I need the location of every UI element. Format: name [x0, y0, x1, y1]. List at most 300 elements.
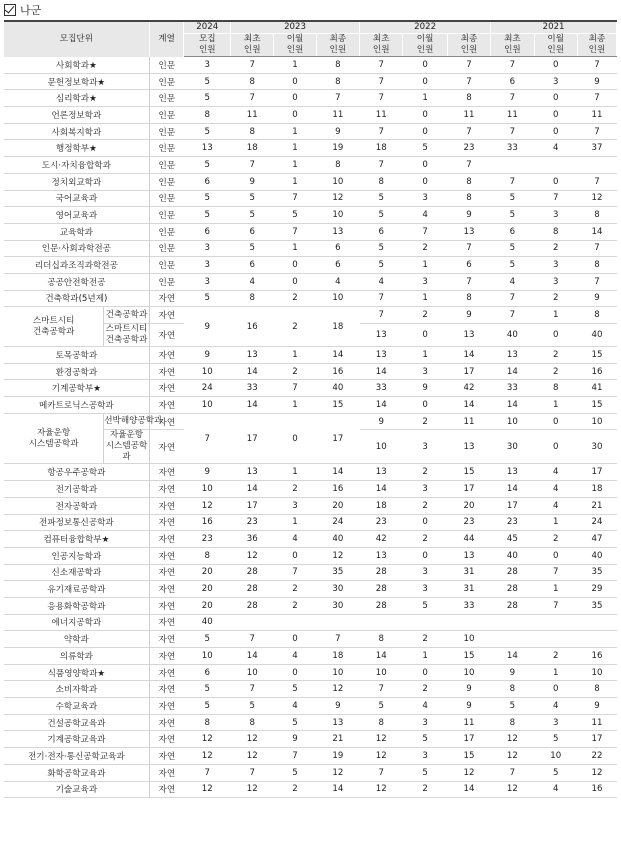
value-cell: 18 — [231, 140, 274, 157]
table-row — [4, 413, 617, 430]
value-cell: 2 — [534, 240, 577, 257]
table-row — [4, 90, 617, 107]
value-cell: 14 — [447, 397, 490, 414]
value-cell: 14 — [316, 781, 359, 798]
value-cell: 33 — [447, 597, 490, 614]
unit-name: 기계공학교육과 — [4, 731, 149, 748]
value-cell: 5 — [231, 190, 274, 207]
value-cell: 2 — [274, 290, 316, 307]
header-year-2021: 2021 — [491, 21, 617, 34]
value-cell: 7 — [231, 157, 274, 174]
table-row — [4, 157, 617, 174]
value-cell: 10 — [491, 413, 534, 430]
unit-name: 화학공학교육과 — [4, 764, 149, 781]
value-cell: 9 — [316, 698, 359, 715]
value-cell: 3 — [534, 207, 577, 224]
category-cell: 자연 — [149, 547, 184, 564]
value-cell: 7 — [577, 123, 616, 140]
value-cell: 0 — [403, 73, 447, 90]
category-cell: 인문 — [149, 90, 184, 107]
category-cell: 자연 — [149, 497, 184, 514]
header-2022-col0: 최초 인원 — [360, 34, 403, 57]
value-cell: 1 — [274, 173, 316, 190]
value-cell: 2 — [403, 240, 447, 257]
value-cell: 7 — [491, 57, 534, 74]
value-cell — [491, 631, 534, 648]
unit-name: 건축학과(5년제) — [4, 290, 149, 307]
header-year-2022: 2022 — [360, 21, 491, 34]
value-cell: 5 — [274, 764, 316, 781]
value-cell: 5 — [403, 597, 447, 614]
smartcity-sub2-name: 스마트시티 건축공학과 — [105, 324, 148, 345]
unit-name: 언론정보학과 — [4, 107, 149, 124]
value-cell: 4 — [534, 781, 577, 798]
value-cell: 3 — [184, 240, 231, 257]
value-cell: 7 — [274, 564, 316, 581]
value-cell: 4 — [274, 648, 316, 665]
value-cell: 23 — [447, 514, 490, 531]
value-cell: 13 — [447, 324, 490, 347]
value-cell: 5 — [534, 731, 577, 748]
value-cell: 3 — [403, 748, 447, 765]
table-body — [4, 57, 617, 798]
value-cell: 21 — [577, 497, 616, 514]
unit-name: 교육학과 — [4, 223, 149, 240]
header-year-2023: 2023 — [231, 21, 360, 34]
value-cell: 11 — [360, 107, 403, 124]
value-cell: 7 — [491, 173, 534, 190]
value-cell: 3 — [403, 714, 447, 731]
value-cell: 15 — [577, 347, 616, 364]
unit-name: 기계공학부★ — [4, 380, 149, 397]
value-cell: 8 — [491, 714, 534, 731]
value-cell: 1 — [274, 123, 316, 140]
value-cell: 28 — [491, 597, 534, 614]
value-cell: 3 — [184, 57, 231, 74]
value-cell: 14 — [360, 397, 403, 414]
value-cell: 3 — [534, 714, 577, 731]
value-cell: 1 — [403, 90, 447, 107]
value-cell: 7 — [184, 413, 231, 464]
value-cell: 35 — [577, 564, 616, 581]
value-cell: 0 — [534, 107, 577, 124]
category-cell: 자연 — [149, 464, 184, 481]
value-cell: 0 — [534, 123, 577, 140]
value-cell: 0 — [274, 257, 316, 274]
value-cell: 23 — [447, 140, 490, 157]
value-cell: 0 — [403, 514, 447, 531]
value-cell: 13 — [491, 347, 534, 364]
value-cell: 7 — [360, 57, 403, 74]
value-cell: 10 — [184, 363, 231, 380]
value-cell: 28 — [360, 597, 403, 614]
value-cell: 7 — [447, 240, 490, 257]
value-cell: 16 — [316, 481, 359, 498]
unit-name: 심리학과★ — [4, 90, 149, 107]
unit-name: 토목공학과 — [4, 347, 149, 364]
value-cell: 9 — [184, 347, 231, 364]
value-cell: 4 — [360, 273, 403, 290]
value-cell: 7 — [577, 240, 616, 257]
value-cell: 7 — [577, 90, 616, 107]
value-cell: 35 — [577, 597, 616, 614]
value-cell: 17 — [577, 464, 616, 481]
value-cell: 28 — [231, 581, 274, 598]
value-cell: 2 — [403, 531, 447, 548]
value-cell: 7 — [360, 73, 403, 90]
value-cell: 2 — [403, 413, 447, 430]
value-cell: 3 — [534, 273, 577, 290]
value-cell: 8 — [184, 714, 231, 731]
value-cell: 8 — [577, 681, 616, 698]
value-cell: 9 — [447, 681, 490, 698]
value-cell: 12 — [577, 764, 616, 781]
value-cell: 10 — [360, 430, 403, 464]
value-cell: 40 — [577, 324, 616, 347]
table-row — [4, 123, 617, 140]
value-cell: 0 — [274, 413, 316, 464]
unit-name: 응용화학공학과 — [4, 597, 149, 614]
value-cell: 14 — [231, 363, 274, 380]
header-unit: 모집단위 — [4, 21, 149, 57]
value-cell: 0 — [534, 57, 577, 74]
value-cell: 9 — [491, 664, 534, 681]
value-cell: 7 — [231, 681, 274, 698]
value-cell: 16 — [231, 307, 274, 347]
value-cell — [491, 614, 534, 631]
value-cell: 2 — [403, 631, 447, 648]
value-cell: 23 — [184, 531, 231, 548]
value-cell: 10 — [231, 664, 274, 681]
table-row — [4, 140, 617, 157]
value-cell: 5 — [491, 257, 534, 274]
table-row — [4, 698, 617, 715]
value-cell: 0 — [403, 397, 447, 414]
value-cell: 2 — [534, 648, 577, 665]
value-cell: 3 — [403, 190, 447, 207]
value-cell: 16 — [577, 648, 616, 665]
value-cell: 12 — [231, 781, 274, 798]
table-row — [4, 531, 617, 548]
value-cell: 33 — [360, 380, 403, 397]
unit-name: 수학교육과 — [4, 698, 149, 715]
category-cell: 인문 — [149, 57, 184, 74]
value-cell: 16 — [184, 514, 231, 531]
value-cell: 28 — [360, 564, 403, 581]
value-cell: 19 — [316, 748, 359, 765]
category-cell: 자연 — [149, 397, 184, 414]
value-cell: 4 — [534, 140, 577, 157]
value-cell: 1 — [274, 514, 316, 531]
value-cell: 8 — [577, 307, 616, 324]
value-cell: 5 — [491, 190, 534, 207]
value-cell — [403, 614, 447, 631]
value-cell: 30 — [491, 430, 534, 464]
value-cell: 6 — [184, 223, 231, 240]
category-cell: 인문 — [149, 240, 184, 257]
value-cell: 1 — [274, 397, 316, 414]
value-cell: 11 — [231, 107, 274, 124]
value-cell: 4 — [534, 464, 577, 481]
value-cell: 8 — [577, 257, 616, 274]
table-row — [4, 497, 617, 514]
value-cell: 17 — [231, 413, 274, 464]
value-cell: 6 — [360, 223, 403, 240]
header-2023-col0: 최초 인원 — [231, 34, 274, 57]
value-cell: 7 — [274, 190, 316, 207]
value-cell: 12 — [231, 748, 274, 765]
value-cell: 10 — [447, 631, 490, 648]
unit-name: 소비자학과 — [4, 681, 149, 698]
value-cell: 5 — [360, 207, 403, 224]
value-cell: 7 — [274, 748, 316, 765]
value-cell: 8 — [360, 173, 403, 190]
value-cell: 10 — [316, 173, 359, 190]
unit-name: 공공안전학전공 — [4, 273, 149, 290]
table-row — [4, 547, 617, 564]
table-row — [4, 714, 617, 731]
header-2022-col1: 이월 인원 — [403, 34, 447, 57]
smartcity-group-name: 스마트시티 건축공학과 — [4, 307, 104, 347]
value-cell: 4 — [403, 207, 447, 224]
unit-name: 항공우주공학과 — [4, 464, 149, 481]
value-cell: 7 — [360, 681, 403, 698]
value-cell: 21 — [316, 731, 359, 748]
value-cell: 11 — [491, 107, 534, 124]
value-cell: 2 — [274, 597, 316, 614]
value-cell: 7 — [316, 90, 359, 107]
table-row — [4, 397, 617, 414]
value-cell: 1 — [274, 347, 316, 364]
value-cell: 13 — [360, 347, 403, 364]
value-cell: 8 — [231, 73, 274, 90]
value-cell — [534, 157, 577, 174]
category-cell: 인문 — [149, 257, 184, 274]
value-cell: 14 — [360, 363, 403, 380]
value-cell: 9 — [231, 173, 274, 190]
autonomous-sub1-name: 선박해양공학과 — [104, 413, 150, 430]
category-cell: 인문 — [149, 207, 184, 224]
table-row — [4, 681, 617, 698]
value-cell: 13 — [360, 464, 403, 481]
value-cell: 10 — [184, 648, 231, 665]
value-cell: 15 — [447, 748, 490, 765]
value-cell: 6 — [316, 257, 359, 274]
category-cell: 인문 — [149, 223, 184, 240]
category-cell: 자연 — [149, 564, 184, 581]
value-cell: 5 — [184, 290, 231, 307]
table-row — [4, 363, 617, 380]
value-cell: 7 — [534, 597, 577, 614]
value-cell: 3 — [534, 257, 577, 274]
value-cell: 37 — [577, 140, 616, 157]
value-cell: 12 — [316, 681, 359, 698]
category-cell: 자연 — [149, 290, 184, 307]
value-cell: 36 — [231, 531, 274, 548]
value-cell: 28 — [231, 597, 274, 614]
value-cell: 40 — [316, 380, 359, 397]
value-cell: 13 — [360, 324, 403, 347]
unit-name: 환경공학과 — [4, 363, 149, 380]
value-cell: 9 — [360, 413, 403, 430]
table-row — [4, 731, 617, 748]
value-cell: 20 — [316, 497, 359, 514]
value-cell: 29 — [577, 581, 616, 598]
value-cell: 30 — [577, 430, 616, 464]
value-cell: 0 — [403, 173, 447, 190]
value-cell: 2 — [534, 290, 577, 307]
value-cell: 5 — [184, 123, 231, 140]
category-cell: 자연 — [149, 748, 184, 765]
unit-name: 신소재공학과 — [4, 564, 149, 581]
value-cell: 9 — [274, 731, 316, 748]
value-cell: 13 — [231, 464, 274, 481]
value-cell: 14 — [360, 648, 403, 665]
value-cell: 8 — [316, 73, 359, 90]
value-cell: 5 — [184, 698, 231, 715]
value-cell: 7 — [491, 123, 534, 140]
value-cell: 14 — [316, 347, 359, 364]
value-cell: 13 — [447, 223, 490, 240]
value-cell: 17 — [447, 363, 490, 380]
value-cell: 0 — [534, 413, 577, 430]
header-2023-col2: 최종 인원 — [316, 34, 359, 57]
value-cell: 19 — [316, 140, 359, 157]
value-cell: 5 — [403, 731, 447, 748]
value-cell — [447, 614, 490, 631]
value-cell: 33 — [491, 380, 534, 397]
section-header — [0, 0, 621, 20]
category-cell: 인문 — [149, 173, 184, 190]
value-cell: 0 — [274, 631, 316, 648]
value-cell: 7 — [231, 57, 274, 74]
value-cell: 44 — [447, 531, 490, 548]
value-cell: 8 — [231, 290, 274, 307]
category-cell: 인문 — [149, 73, 184, 90]
unit-name: 사회복지학과 — [4, 123, 149, 140]
category-cell: 자연 — [149, 731, 184, 748]
value-cell: 5 — [360, 240, 403, 257]
value-cell: 7 — [534, 190, 577, 207]
value-cell: 24 — [316, 514, 359, 531]
value-cell: 7 — [447, 157, 490, 174]
value-cell: 17 — [491, 497, 534, 514]
table-row — [4, 347, 617, 364]
table-row — [4, 290, 617, 307]
value-cell: 5 — [184, 157, 231, 174]
admission-table — [4, 20, 617, 798]
value-cell: 14 — [491, 481, 534, 498]
value-cell: 5 — [184, 631, 231, 648]
value-cell: 1 — [534, 514, 577, 531]
value-cell: 7 — [360, 290, 403, 307]
value-cell: 13 — [447, 547, 490, 564]
value-cell: 14 — [231, 648, 274, 665]
value-cell: 7 — [360, 157, 403, 174]
value-cell: 40 — [491, 547, 534, 564]
value-cell: 8 — [316, 157, 359, 174]
value-cell: 40 — [491, 324, 534, 347]
value-cell: 10 — [316, 664, 359, 681]
value-cell: 14 — [447, 781, 490, 798]
category-cell: 자연 — [149, 698, 184, 715]
category-cell: 자연 — [149, 481, 184, 498]
value-cell: 14 — [231, 397, 274, 414]
value-cell: 10 — [316, 207, 359, 224]
value-cell: 9 — [447, 307, 490, 324]
value-cell: 8 — [316, 57, 359, 74]
value-cell: 13 — [316, 714, 359, 731]
table-row — [4, 190, 617, 207]
unit-name: 영어교육과 — [4, 207, 149, 224]
value-cell: 0 — [534, 430, 577, 464]
value-cell: 28 — [231, 564, 274, 581]
value-cell: 2 — [274, 581, 316, 598]
value-cell: 5 — [274, 714, 316, 731]
value-cell: 42 — [360, 531, 403, 548]
unit-name: 유기재료공학과 — [4, 581, 149, 598]
value-cell: 0 — [403, 157, 447, 174]
header-2021-col2: 최종 인원 — [577, 34, 616, 57]
category-cell: 자연 — [149, 380, 184, 397]
value-cell: 3 — [403, 430, 447, 464]
value-cell: 7 — [491, 307, 534, 324]
value-cell: 13 — [360, 547, 403, 564]
value-cell — [274, 614, 316, 631]
category-cell: 자연 — [149, 664, 184, 681]
value-cell: 24 — [577, 514, 616, 531]
value-cell: 4 — [534, 481, 577, 498]
value-cell: 7 — [231, 631, 274, 648]
header-category: 계열 — [149, 21, 184, 57]
value-cell: 6 — [231, 223, 274, 240]
value-cell — [534, 631, 577, 648]
category-cell: 자연 — [149, 363, 184, 380]
value-cell: 5 — [231, 207, 274, 224]
value-cell: 20 — [184, 597, 231, 614]
value-cell: 2 — [403, 681, 447, 698]
unit-name: 컴퓨터융합학부★ — [4, 531, 149, 548]
value-cell: 14 — [316, 464, 359, 481]
table-row — [4, 748, 617, 765]
value-cell: 8 — [231, 123, 274, 140]
value-cell: 7 — [491, 90, 534, 107]
value-cell: 6 — [491, 223, 534, 240]
value-cell: 45 — [491, 531, 534, 548]
value-cell: 23 — [360, 514, 403, 531]
table-row — [4, 631, 617, 648]
value-cell: 5 — [403, 140, 447, 157]
value-cell: 6 — [316, 240, 359, 257]
value-cell: 7 — [534, 564, 577, 581]
value-cell: 13 — [231, 347, 274, 364]
value-cell: 12 — [184, 781, 231, 798]
category-cell: 자연 — [149, 324, 184, 347]
value-cell: 42 — [447, 380, 490, 397]
value-cell: 28 — [360, 581, 403, 598]
value-cell: 2 — [274, 781, 316, 798]
value-cell: 15 — [577, 397, 616, 414]
value-cell: 0 — [274, 73, 316, 90]
value-cell: 2 — [403, 781, 447, 798]
value-cell: 5 — [231, 698, 274, 715]
value-cell — [231, 614, 274, 631]
category-cell: 인문 — [149, 190, 184, 207]
value-cell: 3 — [403, 273, 447, 290]
value-cell: 11 — [447, 714, 490, 731]
category-cell: 인문 — [149, 157, 184, 174]
value-cell: 40 — [184, 614, 231, 631]
